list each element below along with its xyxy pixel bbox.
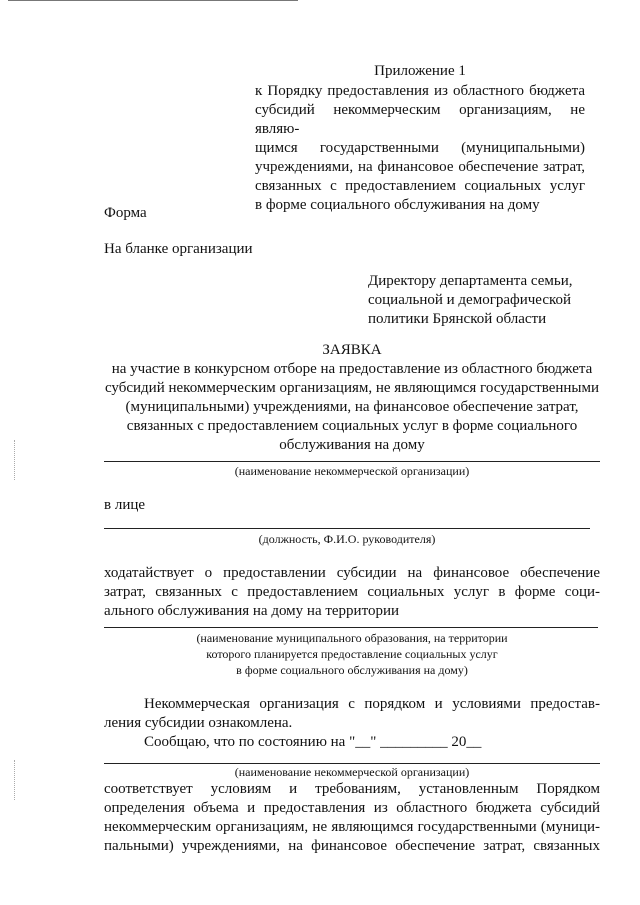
appendix-text — [255, 82, 585, 215]
top-edge-line — [8, 0, 298, 1]
appendix-line: учреждениями, на финансовое обеспечение затрат, — [255, 159, 585, 175]
in-person-label: в лице — [104, 497, 146, 513]
paragraph-line: ления субсидии ознакомлена. — [104, 715, 293, 731]
paragraph-line: ального обслуживания на дому на территории — [104, 603, 399, 619]
paragraph-line: затрат, связанных с предоставлением социальных услуг в форме соци- — [104, 584, 600, 600]
addressee — [368, 272, 598, 329]
paragraph-line: соответствует условиям и требованиям, установленным Порядком — [104, 781, 600, 797]
appendix-line: к Порядку предоставления из областного бюджета — [255, 83, 585, 99]
petition-paragraph — [104, 564, 600, 621]
position-caption: (должность, Ф.И.О. руководителя) — [258, 532, 436, 546]
position-field-line — [104, 528, 590, 529]
scan-margin-dots — [14, 760, 17, 800]
letterhead-label: На бланке организации — [104, 241, 253, 257]
appendix-line: субсидий некоммерческим организациям, не являю- — [255, 102, 585, 137]
form-label: Форма — [104, 205, 147, 221]
org-name-caption: (наименование некоммерческой организации) — [234, 464, 470, 478]
paragraph-line: некоммерческим организациям, не являющимся государственными (муници- — [104, 819, 600, 835]
municipality-caption — [104, 630, 600, 678]
org-name-caption-2: (наименование некоммерческой организации) — [234, 765, 470, 779]
application-line: связанных с предоставлением социальных услуг в форме социального — [126, 418, 578, 434]
application-subtitle — [104, 360, 600, 455]
report-date-line: Сообщаю, что по состоянию на "__" _________ 20__ — [144, 734, 482, 750]
compliance-paragraph — [104, 780, 600, 856]
municipality-field-line — [104, 627, 598, 628]
appendix-line: в форме социального обслуживания на дому — [255, 197, 540, 213]
application-line: субсидий некоммерческим организациям, не являющимся государственными — [104, 380, 600, 396]
familiar-paragraph — [104, 695, 600, 733]
appendix-title: Приложение 1 — [374, 63, 466, 79]
paragraph-line: Некоммерческая организация с порядком и условиями предостав- — [144, 696, 600, 712]
application-line: обслуживания на дому — [279, 437, 425, 453]
addressee-line: политики Брянской области — [368, 311, 547, 327]
application-line: (муниципальными) учреждениями, на финансовое обеспечение затрат, — [125, 399, 579, 415]
scan-margin-dots — [14, 440, 17, 480]
application-title: ЗАЯВКА — [322, 342, 382, 358]
org-name-field-line — [104, 461, 600, 462]
caption-line: (наименование муниципального образования, на территории — [196, 631, 508, 645]
caption-line: в форме социального обслуживания на дому) — [236, 663, 468, 677]
appendix-line: щимся государственными (муниципальными) — [255, 140, 585, 156]
paragraph-line: пальными) учреждениями, на финансовое обеспечение затрат, связанных — [104, 838, 600, 854]
caption-line: которого планируется предоставление социальных услуг — [206, 647, 498, 661]
paragraph-line: ходатайствует о предоставлении субсидии на финансовое обеспечение — [104, 565, 600, 581]
appendix-line: связанных с предоставлением социальных услуг — [255, 178, 585, 194]
addressee-line: социальной и демографической — [368, 292, 572, 308]
addressee-line: Директору департамента семьи, — [368, 273, 573, 289]
paragraph-line: определения объема и предоставления из областного бюджета субсидий — [104, 800, 600, 816]
application-line: на участие в конкурсном отборе на предоставление из областного бюджета — [111, 361, 593, 377]
